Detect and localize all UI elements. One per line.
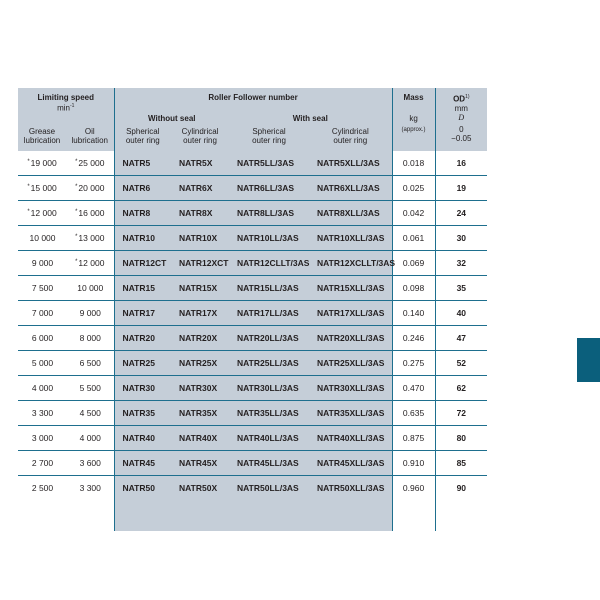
spherical-seal-number-cell: NATR45LL/3AS xyxy=(229,451,309,476)
grease-speed-cell: 6 000 xyxy=(18,326,66,351)
grease-speed-cell: 10 000 xyxy=(18,226,66,251)
mass-cell: 0.875 xyxy=(392,426,435,451)
cylindrical-number-cell: NATR35X xyxy=(171,401,229,426)
cylindrical-header: Cylindrical outer ring xyxy=(171,123,229,151)
table-row xyxy=(18,326,487,351)
od-cell: 62 xyxy=(435,376,487,401)
od-cell: 85 xyxy=(435,451,487,476)
table-row xyxy=(18,301,487,326)
table-row xyxy=(18,201,487,226)
cylindrical-number-cell: NATR45X xyxy=(171,451,229,476)
spherical-number-cell: NATR5 xyxy=(114,151,171,176)
cylindrical-number-cell: NATR20X xyxy=(171,326,229,351)
mass-cell: 0.025 xyxy=(392,176,435,201)
table-row xyxy=(18,226,487,251)
grease-speed-cell: 2 500 xyxy=(31,483,54,493)
spherical-seal-number-cell: NATR5LL/3AS xyxy=(229,151,309,176)
oil-speed-cell: 3 300 xyxy=(79,483,101,493)
grease-speed-cell: *19 000 xyxy=(18,151,66,176)
spherical-seal-number-cell: NATR10LL/3AS xyxy=(229,226,309,251)
od-cell: 40 xyxy=(435,301,487,326)
spherical-number-cell: NATR30 xyxy=(114,376,171,401)
spherical-seal-number-cell: NATR8LL/3AS xyxy=(229,201,309,226)
od-cell: 35 xyxy=(435,276,487,301)
spherical-seal-number-cell: NATR20LL/3AS xyxy=(229,326,309,351)
od-cell: 90 xyxy=(435,476,487,532)
mass-cell: 0.470 xyxy=(392,376,435,401)
spherical-seal-number-cell: NATR25LL/3AS xyxy=(229,351,309,376)
cylindrical-number-cell: NATR5X xyxy=(171,151,229,176)
cylindrical-seal-header: Cylindrical outer ring xyxy=(309,123,392,151)
roller-follower-number-header: Roller Follower number xyxy=(114,88,392,113)
cylindrical-seal-number-cell: NATR40XLL/3AS xyxy=(309,426,392,451)
table-row xyxy=(18,176,487,201)
od-cell: 24 xyxy=(435,201,487,226)
spherical-number-cell: NATR45 xyxy=(114,451,171,476)
oil-speed-cell: 5 500 xyxy=(66,376,114,401)
table-row xyxy=(18,376,487,401)
mass-cell: 0.910 xyxy=(392,451,435,476)
spherical-seal-number-cell: NATR30LL/3AS xyxy=(229,376,309,401)
cylindrical-number-cell: NATR8X xyxy=(171,201,229,226)
grease-speed-cell: 4 000 xyxy=(18,376,66,401)
grease-speed-cell: *12 000 xyxy=(18,201,66,226)
mass-cell: 0.069 xyxy=(392,251,435,276)
spherical-seal-header: Spherical outer ring xyxy=(229,123,309,151)
spherical-seal-number-cell: NATR50LL/3AS xyxy=(229,476,309,532)
cylindrical-seal-number-cell: NATR17XLL/3AS xyxy=(309,301,392,326)
spherical-number-cell: NATR8 xyxy=(114,201,171,226)
od-cell: 47 xyxy=(435,326,487,351)
cylindrical-number-cell: NATR15X xyxy=(171,276,229,301)
cylindrical-number-cell: NATR6X xyxy=(171,176,229,201)
cylindrical-seal-number-cell: NATR10XLL/3AS xyxy=(309,226,392,251)
cylindrical-number-cell: NATR10X xyxy=(171,226,229,251)
spherical-number-cell: NATR40 xyxy=(114,426,171,451)
oil-header: Oil lubrication xyxy=(66,123,114,151)
spherical-number-cell: NATR20 xyxy=(114,326,171,351)
od-cell: 52 xyxy=(435,351,487,376)
cylindrical-number-cell: NATR50X xyxy=(171,476,229,532)
cylindrical-number-cell: NATR30X xyxy=(171,376,229,401)
cylindrical-number-cell: NATR17X xyxy=(171,301,229,326)
oil-speed-cell: 3 600 xyxy=(66,451,114,476)
cylindrical-seal-number-cell: NATR30XLL/3AS xyxy=(309,376,392,401)
limiting-speed-header: Limiting speed $\min^{-1}$ xyxy=(18,88,114,123)
cylindrical-seal-number-cell: NATR15XLL/3AS xyxy=(309,276,392,301)
table-header xyxy=(18,88,487,151)
cylindrical-number-cell: NATR40X xyxy=(171,426,229,451)
mass-cell: 0.246 xyxy=(392,326,435,351)
spherical-number-cell: NATR17 xyxy=(114,301,171,326)
spherical-number-cell: NATR10 xyxy=(114,226,171,251)
spherical-number-cell: NATR35 xyxy=(114,401,171,426)
grease-speed-cell: 3 300 xyxy=(18,401,66,426)
spherical-header: Spherical outer ring xyxy=(114,123,171,151)
oil-speed-cell: *16 000 xyxy=(66,201,114,226)
cylindrical-seal-number-cell: NATR20XLL/3AS xyxy=(309,326,392,351)
oil-speed-cell: 6 500 xyxy=(66,351,114,376)
od-cell: 80 xyxy=(435,426,487,451)
spherical-number-cell: NATR15 xyxy=(114,276,171,301)
cylindrical-seal-number-cell: NATR50XLL/3AS xyxy=(309,476,392,532)
oil-speed-cell: 8 000 xyxy=(66,326,114,351)
oil-speed-cell: *12 000 xyxy=(66,251,114,276)
oil-speed-cell: 4 500 xyxy=(66,401,114,426)
cylindrical-seal-number-cell: NATR5XLL/3AS xyxy=(309,151,392,176)
oil-speed-cell: 9 000 xyxy=(66,301,114,326)
cylindrical-number-cell: NATR25X xyxy=(171,351,229,376)
grease-speed-cell: 5 000 xyxy=(18,351,66,376)
cylindrical-number-cell: NATR12XCT xyxy=(171,251,229,276)
mass-cell: 0.275 xyxy=(392,351,435,376)
roller-follower-table-wrap xyxy=(18,88,487,531)
cylindrical-seal-number-cell: NATR8XLL/3AS xyxy=(309,201,392,226)
roller-follower-table xyxy=(18,88,487,531)
od-cell: 30 xyxy=(435,226,487,251)
grease-speed-cell: 7 000 xyxy=(18,301,66,326)
grease-header: Grease lubrication xyxy=(18,123,66,151)
table-row xyxy=(18,401,487,426)
table-body xyxy=(18,151,487,531)
table-row xyxy=(18,426,487,451)
mass-cell: 0.042 xyxy=(392,201,435,226)
cylindrical-seal-number-cell: NATR12XCLLT/3AS xyxy=(309,251,392,276)
spherical-number-cell: NATR12CT xyxy=(114,251,171,276)
oil-speed-cell: 10 000 xyxy=(66,276,114,301)
table-row xyxy=(18,351,487,376)
od-cell: 72 xyxy=(435,401,487,426)
spherical-seal-number-cell: NATR12CLLT/3AS xyxy=(229,251,309,276)
spherical-seal-number-cell: NATR15LL/3AS xyxy=(229,276,309,301)
od-cell: 32 xyxy=(435,251,487,276)
grease-speed-cell: 7 500 xyxy=(18,276,66,301)
mass-header: Mass kg (approx.) xyxy=(392,88,435,151)
mass-cell: 0.061 xyxy=(392,226,435,251)
cylindrical-seal-number-cell: NATR6XLL/3AS xyxy=(309,176,392,201)
with-seal-header: With seal xyxy=(229,113,392,123)
grease-speed-cell: 9 000 xyxy=(18,251,66,276)
mass-cell: 0.098 xyxy=(392,276,435,301)
cylindrical-seal-number-cell: NATR45XLL/3AS xyxy=(309,451,392,476)
oil-speed-cell: *13 000 xyxy=(66,226,114,251)
table-row xyxy=(18,151,487,176)
mass-cell: 0.018 xyxy=(392,151,435,176)
spherical-seal-number-cell: NATR6LL/3AS xyxy=(229,176,309,201)
spherical-seal-number-cell: NATR17LL/3AS xyxy=(229,301,309,326)
spherical-seal-number-cell: NATR40LL/3AS xyxy=(229,426,309,451)
grease-speed-cell: *15 000 xyxy=(18,176,66,201)
spherical-number-cell: NATR25 xyxy=(114,351,171,376)
od-cell: 19 xyxy=(435,176,487,201)
cylindrical-seal-number-cell: NATR35XLL/3AS xyxy=(309,401,392,426)
oil-speed-cell: *20 000 xyxy=(66,176,114,201)
table-row xyxy=(18,476,487,532)
grease-speed-cell: 2 700 xyxy=(18,451,66,476)
od-header: OD$^{1)}$ mm D 0 −0.05 xyxy=(435,88,487,151)
grease-speed-cell: 3 000 xyxy=(18,426,66,451)
cylindrical-seal-number-cell: NATR25XLL/3AS xyxy=(309,351,392,376)
mass-cell: 0.960 xyxy=(392,476,435,532)
spherical-number-cell: NATR6 xyxy=(114,176,171,201)
oil-speed-cell: 4 000 xyxy=(66,426,114,451)
spherical-number-cell: NATR50 xyxy=(114,476,171,532)
spherical-seal-number-cell: NATR35LL/3AS xyxy=(229,401,309,426)
without-seal-header: Without seal xyxy=(114,113,229,123)
od-cell: 16 xyxy=(435,151,487,176)
oil-speed-cell: *25 000 xyxy=(66,151,114,176)
mass-cell: 0.140 xyxy=(392,301,435,326)
table-row xyxy=(18,276,487,301)
table-row xyxy=(18,251,487,276)
mass-cell: 0.635 xyxy=(392,401,435,426)
section-tab-marker xyxy=(577,338,600,382)
table-row xyxy=(18,451,487,476)
